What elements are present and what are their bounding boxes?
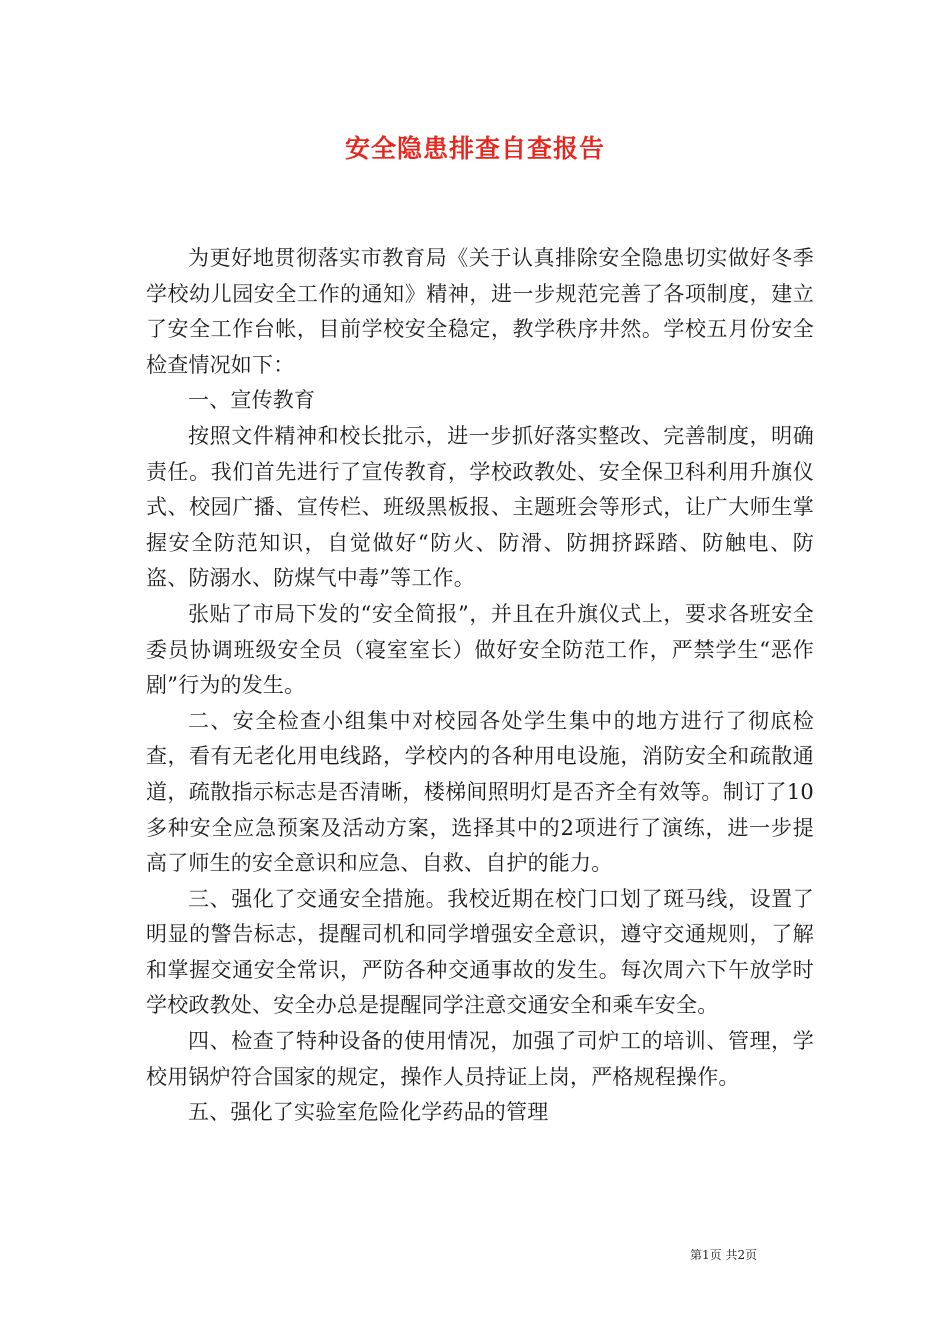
document-body xyxy=(146,241,814,1131)
page-footer: 第1页 共2页 xyxy=(690,1248,758,1262)
section-heading-publicity: 一、宣传教育 xyxy=(188,388,316,413)
equipment-paragraph: 四、检查了特种设备的使用情况，加强了司炉工的培训、管理，学校用锅炉符合国家的规定，操作人员持证上岗，严格规程操作。 xyxy=(146,1029,814,1089)
traffic-paragraph: 三、强化了交通安全措施。我校近期在校门口划了斑马线，设置了明显的警告标志，提醒司机和同学增强安全意识，遵守交通规则，了解和掌握交通安全常识，严防各种交通事故的发生。每次周六下午放学时学校政教处、安全办总是提醒同学注意交通安全和乘车安全。 xyxy=(146,886,814,1018)
inspection-paragraph: 二、安全检查小组集中对校园各处学生集中的地方进行了彻底检查，看有无老化用电线路，学校内的各种用电设施，消防安全和疏散通道，疏散指示标志是否清晰，楼梯间照明灯是否齐全有效等。制订了10多种安全应急预案及活动方案，选择其中的2项进行了演练，进一步提高了师生的安全意识和应急、自救、自护的能力。 xyxy=(146,708,814,876)
page-title: 安全隐患排查自查报告 xyxy=(344,134,605,163)
lab-paragraph: 五、强化了实验室危险化学药品的管理 xyxy=(188,1100,549,1125)
intro-paragraph: 为更好地贯彻落实市教育局《关于认真排除安全隐患切实做好冬季学校幼儿园安全工作的通知》精神，进一步规范完善了各项制度，建立了安全工作台帐，目前学校安全稳定，教学秩序井然。学校五月份安全检查情况如下： xyxy=(146,246,814,377)
publicity-paragraph: 按照文件精神和校长批示，进一步抓好落实整改、完善制度，明确责任。我们首先进行了宣传教育，学校政教处、安全保卫科利用升旗仪式、校园广播、宣传栏、班级黑板报、主题班会等形式，让广大师生掌握安全防范知识，自觉做好“防火、防滑、防拥挤踩踏、防触电、防盗、防溺水、防煤气中毒”等工作。 xyxy=(146,423,814,591)
bulletin-paragraph: 张贴了市局下发的“安全简报”，并且在升旗仪式上，要求各班安全委员协调班级安全员（寝室室长）做好安全防范工作，严禁学生“恶作剧”行为的发生。 xyxy=(146,601,814,698)
